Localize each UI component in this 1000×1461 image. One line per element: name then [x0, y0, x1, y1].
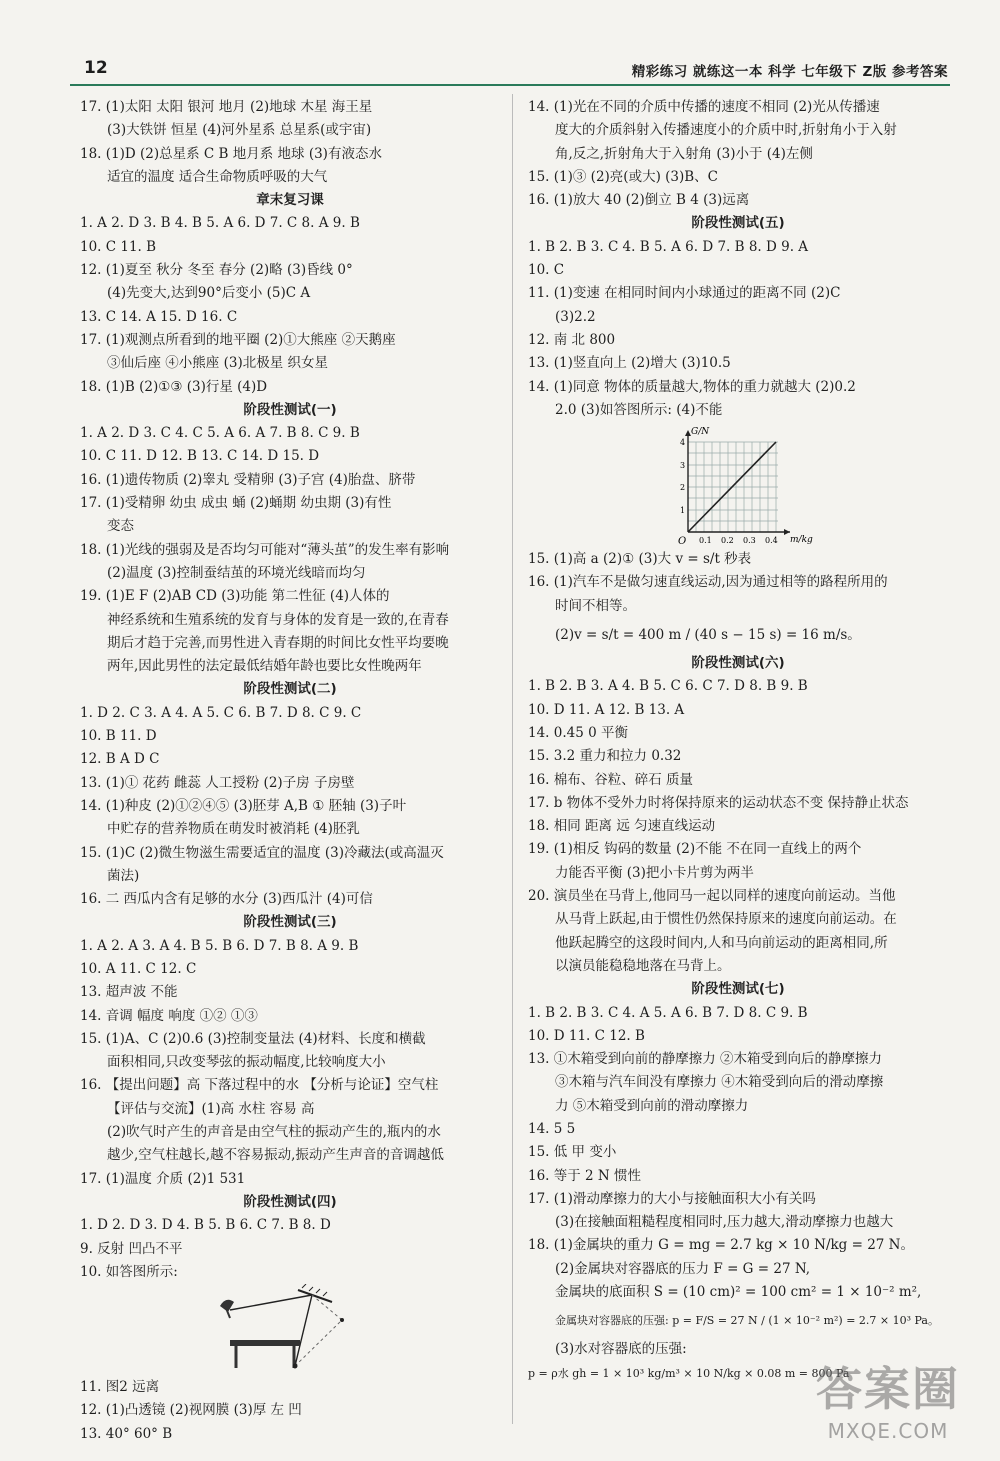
answer-line: 12. 南 北 800	[528, 331, 616, 348]
answer-line: (2)金属块对容器底的压力 F = G = 27 N,	[555, 1260, 811, 1277]
answer-line: 1. A 2. A 3. A 4. B 5. B 6. D 7. B 8. A 9. B	[80, 937, 359, 954]
answer-line: 从马背上跃起,由于惯性仍然保持原来的速度向前运动。在	[555, 911, 897, 928]
g-m-graph	[528, 422, 948, 548]
header-title: 精彩练习 就练这一本 科学 七年级下 Z版 参考答案	[631, 64, 948, 80]
answer-line: 13. 超声波 不能	[80, 984, 178, 1001]
answer-line: 10. C	[528, 262, 565, 279]
dashed-line	[295, 1320, 342, 1366]
answer-line: 15. (1)A、C (2)0.6 (3)控制变量法 (4)材料、长度和横截	[80, 1030, 426, 1047]
answer-line: 14. 5 5	[528, 1120, 576, 1137]
answer-line: 17. (1)观测点所看到的地平圈 (2)①大熊座 ②天鹅座	[80, 331, 396, 348]
section-title: 阶段性测试(六)	[691, 655, 785, 672]
answer-line: 13. ①木箱受到向前的静摩擦力 ②木箱受到向后的静摩擦力	[528, 1051, 883, 1068]
answer-line: 【评估与交流】(1)高 水柱 容易 高	[107, 1100, 315, 1117]
dashed-ray	[312, 1295, 342, 1320]
answer-line: 15. (1)③ (2)亮(或大) (3)B、C	[528, 168, 718, 185]
section-title: 阶段性测试(一)	[243, 401, 337, 418]
answer-line: (3)2.2	[555, 308, 596, 325]
answer-line: (3)在接触面粗糙程度相同时,压力越大,滑动摩擦力也越大	[555, 1214, 894, 1231]
answer-line: 13. 40° 60° B	[80, 1425, 173, 1442]
answer-line: 度大的介质斜射入传播速度小的介质中时,折射角小于入射	[555, 122, 897, 139]
answer-line: 1. A 2. D 3. B 4. B 5. A 6. D 7. C 8. A 9. B	[80, 215, 360, 232]
reflected-ray	[295, 1295, 312, 1366]
answer-line: 17. (1)受精卵 幼虫 成虫 蛹 (2)蛹期 幼虫期 (3)有性	[80, 495, 392, 512]
image-point	[340, 1318, 344, 1322]
answer-line: 1. D 2. D 3. D 4. B 5. B 6. C 7. B 8. D	[80, 1217, 331, 1234]
answer-line: 15. 低 甲 变小	[528, 1144, 617, 1161]
answer-line: 1. B 2. B 3. C 4. B 5. A 6. D 7. B 8. D 9. A	[528, 238, 809, 255]
answer-line: 20. 演员坐在马背上,他同马一起以同样的速度向前运动。当他	[528, 888, 896, 905]
answer-line: ③木箱与汽车间没有摩擦力 ④木箱受到向后的滑动摩擦	[555, 1074, 884, 1091]
answer-line: 18. (1)B (2)①③ (3)行星 (4)D	[80, 378, 268, 395]
answer-line: 10. B 11. D	[80, 728, 157, 745]
x-tick-label: 0.1	[699, 536, 712, 546]
page-number: 12	[84, 58, 108, 78]
answer-line: p = ρ水 gh = 1 × 10³ kg/m³ × 10 N/kg × 0.08 m = 800 Pa	[528, 1366, 850, 1380]
answer-line: 9. 反射 凹凸不平	[80, 1240, 183, 1257]
x-tick-label: 0.2	[721, 536, 734, 546]
watermark-url: MXQE.COM	[827, 1419, 949, 1443]
answer-line: (4)先变大,达到90°后变小 (5)C A	[107, 285, 311, 302]
column-divider	[512, 94, 513, 1424]
answer-line: 18. 相同 距离 远 匀速直线运动	[528, 818, 716, 835]
answer-line: 12. B A D C	[80, 751, 160, 768]
x-tick-label: 0.3	[743, 536, 756, 546]
answer-line: 1. B 2. B 3. A 4. B 5. C 6. C 7. D 8. B 9. B	[528, 678, 808, 695]
answer-line: 10. D 11. C 12. B	[528, 1027, 645, 1044]
answer-line: 19. (1)E F (2)AB CD (3)功能 第二性征 (4)人体的	[80, 588, 390, 605]
answer-line: 19. (1)相反 钩码的数量 (2)不能 不在同一直线上的两个	[528, 841, 862, 858]
floor-point	[293, 1364, 298, 1369]
section-title: 阶段性测试(五)	[691, 215, 785, 232]
section-title: 阶段性测试(二)	[243, 681, 337, 698]
answer-line: 14. (1)同意 物体的质量越大,物体的重力就越大 (2)0.2	[528, 378, 856, 395]
answer-line: 金属块的底面积 S = (10 cm)² = 100 cm² = 1 × 10⁻² m²,	[555, 1284, 922, 1301]
reflection-diagram-svg	[80, 1284, 500, 1376]
y-tick-label: 4	[680, 438, 686, 448]
answer-line: 17. (1)太阳 太阳 银河 地月 (2)地球 木星 海王星	[80, 99, 373, 115]
y-tick-label: 1	[680, 506, 686, 516]
answer-line: 金属块对容器底的压强: p = F/S = 27 N / (1 × 10⁻² m²) = 2.7 × 10³ Pa。	[555, 1314, 939, 1328]
right-column	[528, 96, 948, 1385]
answer-line: 16. (1)汽车不是做匀速直线运动,因为通过相等的路程所用的	[528, 574, 888, 591]
answer-line: 11. (1)变速 在相同时间内小球通过的距离不同 (2)C	[528, 285, 841, 302]
section-title: 章末复习课	[256, 192, 324, 209]
answer-line: 15. 3.2 重力和拉力 0.32	[528, 748, 682, 765]
answer-line: 以演员能稳稳地落在马背上。	[555, 957, 731, 974]
answer-line: 力 ⑤木箱受到向前的滑动摩擦力	[555, 1097, 749, 1114]
answer-line: ③仙后座 ④小熊座 (3)北极星 织女星	[107, 355, 328, 372]
answer-line: 16. (1)遗传物质 (2)睾丸 受精卵 (3)子宫 (4)胎盘、脐带	[80, 471, 416, 488]
answer-line: 期后才趋于完善,而男性进入青春期的时间比女性平均要晚	[107, 634, 449, 651]
answer-line: (3)水对容器底的压强:	[555, 1341, 687, 1358]
answer-line: 越少,空气柱越长,越不容易振动,振动产生声音的音调越低	[107, 1147, 444, 1164]
site-watermark	[816, 1353, 960, 1443]
answer-line: 面积相同,只改变琴弦的振动幅度,比较响度大小	[107, 1054, 386, 1071]
origin-label: O	[678, 536, 687, 548]
answer-line: 17. b 物体不受外力时将保持原来的运动状态不变 保持静止状态	[528, 794, 909, 811]
answer-line: 13. (1)竖直向上 (2)增大 (3)10.5	[528, 355, 731, 372]
y-axis-label: G/N	[691, 427, 710, 438]
answer-line: 12. (1)凸透镜 (2)视网膜 (3)厚 左 凹	[80, 1402, 302, 1419]
answer-line: 10. C 11. D 12. B 13. C 14. D 15. D	[80, 448, 320, 465]
answer-line: 变态	[107, 518, 134, 535]
answer-line: 1. A 2. D 3. C 4. C 5. A 6. A 7. B 8. C 9. B	[80, 425, 360, 442]
answer-line: (2)温度 (3)控制蚕结茧的环境光线暗而均匀	[107, 564, 366, 581]
answer-line: (2)v = s/t = 400 m / (40 s − 15 s) = 16 m/s。	[555, 627, 861, 644]
reflection-diagram	[80, 1284, 500, 1376]
answer-line: 10. C 11. B	[80, 238, 157, 255]
answer-line: 1. D 2. C 3. A 4. A 5. C 6. B 7. D 8. C 9. C	[80, 704, 362, 721]
answer-line: 10. 如答图所示:	[80, 1263, 178, 1280]
answer-line: 2.0 (3)如答图所示: (4)不能	[555, 401, 723, 418]
answer-line: 16. 二 西瓜内含有足够的水分 (3)西瓜汁 (4)可信	[80, 891, 373, 908]
section-title: 阶段性测试(三)	[243, 914, 337, 931]
y-tick-label: 2	[680, 483, 686, 493]
mirror-hatch	[302, 1284, 327, 1296]
answer-line: 15. (1)高 a (2)① (3)大 v = s/t 秒表	[528, 551, 752, 568]
section-title: 阶段性测试(四)	[243, 1193, 337, 1210]
answer-line: 13. C 14. A 15. D 16. C	[80, 308, 238, 325]
x-axis-label: m/kg	[790, 535, 813, 546]
answer-line: 11. 图2 远离	[80, 1379, 160, 1396]
section-title: 阶段性测试(七)	[691, 981, 785, 998]
answer-line: 10. D 11. A 12. B 13. A	[528, 701, 685, 718]
answer-line: 13. (1)① 花药 雌蕊 人工授粉 (2)子房 子房壁	[80, 774, 355, 791]
answer-line: 力能否平衡 (3)把小卡片剪为两半	[555, 864, 754, 881]
watermark-logo-text: 答案圈	[816, 1362, 960, 1416]
y-tick-label: 3	[680, 461, 686, 471]
incident-ray	[230, 1295, 312, 1310]
answer-line: 两年,因此男性的法定最低结婚年龄也要比女性晚两年	[107, 658, 422, 675]
answer-line: 18. (1)金属块的重力 G = mg = 2.7 kg × 10 N/kg = 27 N。	[528, 1237, 914, 1254]
x-tick-label: 0.4	[765, 536, 778, 546]
answer-line: 1. B 2. B 3. C 4. A 5. A 6. B 7. D 8. C 9. B	[528, 1004, 808, 1021]
answer-line: 时间不相等。	[555, 597, 636, 614]
answer-line: 中贮存的营养物质在萌发时被消耗 (4)胚乳	[107, 821, 360, 838]
lamp-icon	[220, 1300, 234, 1318]
g-m-graph-svg	[528, 422, 948, 548]
left-column	[80, 96, 500, 1446]
answer-line: 16. 棉布、谷粒、碎石 质量	[528, 771, 694, 788]
answer-line: 15. (1)C (2)微生物滋生需要适宜的温度 (3)冷藏法(或高温灭	[80, 844, 444, 861]
answer-line: 17. (1)滑动摩擦力的大小与接触面积大小有关吗	[528, 1190, 816, 1207]
answer-line: 角,反之,折射角大于入射角 (3)小于 (4)左侧	[555, 145, 813, 162]
answer-line: (2)吹气时产生的声音是由空气柱的振动产生的,瓶内的水	[107, 1124, 441, 1141]
answer-line: 他跃起腾空的这段时间内,人和马向前运动的距离相同,所	[555, 934, 888, 951]
answer-line: (3)大铁饼 恒星 (4)河外星系 总星系(或宇宙)	[107, 122, 372, 139]
answer-line: 17. (1)温度 介质 (2)1 531	[80, 1170, 246, 1187]
answer-line: 10. A 11. C 12. C	[80, 960, 197, 977]
page-header	[70, 56, 950, 86]
answer-line: 14. (1)光在不同的介质中传播的速度不相同 (2)光从传播速	[528, 99, 880, 115]
answer-line: 16. 【提出问题】高 下落过程中的水 【分析与论证】空气柱	[80, 1077, 439, 1094]
answer-line: 18. (1)D (2)总星系 C B 地月系 地球 (3)有液态水	[80, 145, 382, 162]
answer-line: 14. 0.45 0 平衡	[528, 724, 628, 741]
answer-line: 适宜的温度 适合生命物质呼吸的大气	[107, 168, 328, 185]
answer-line: 14. (1)种皮 (2)①②④⑤ (3)胚芽 A,B ① 胚轴 (3)子叶	[80, 797, 407, 814]
answer-line: 18. (1)光线的强弱及是否均匀可能对“薄头茧”的发生率有影响	[80, 541, 450, 558]
answer-line: 神经系统和生殖系统的发育与身体的发育是一致的,在青春	[107, 611, 449, 628]
answer-line: 12. (1)夏至 秋分 冬至 春分 (2)略 (3)昏线 0°	[80, 262, 353, 279]
table-top	[230, 1340, 300, 1346]
answer-line: 16. 等于 2 N 惯性	[528, 1167, 642, 1184]
answer-line: 16. (1)放大 40 (2)倒立 B 4 (3)远离	[528, 192, 750, 209]
answer-line: 14. 音调 幅度 响度 ①② ①③	[80, 1007, 258, 1024]
answer-line: 菌法)	[107, 867, 140, 884]
